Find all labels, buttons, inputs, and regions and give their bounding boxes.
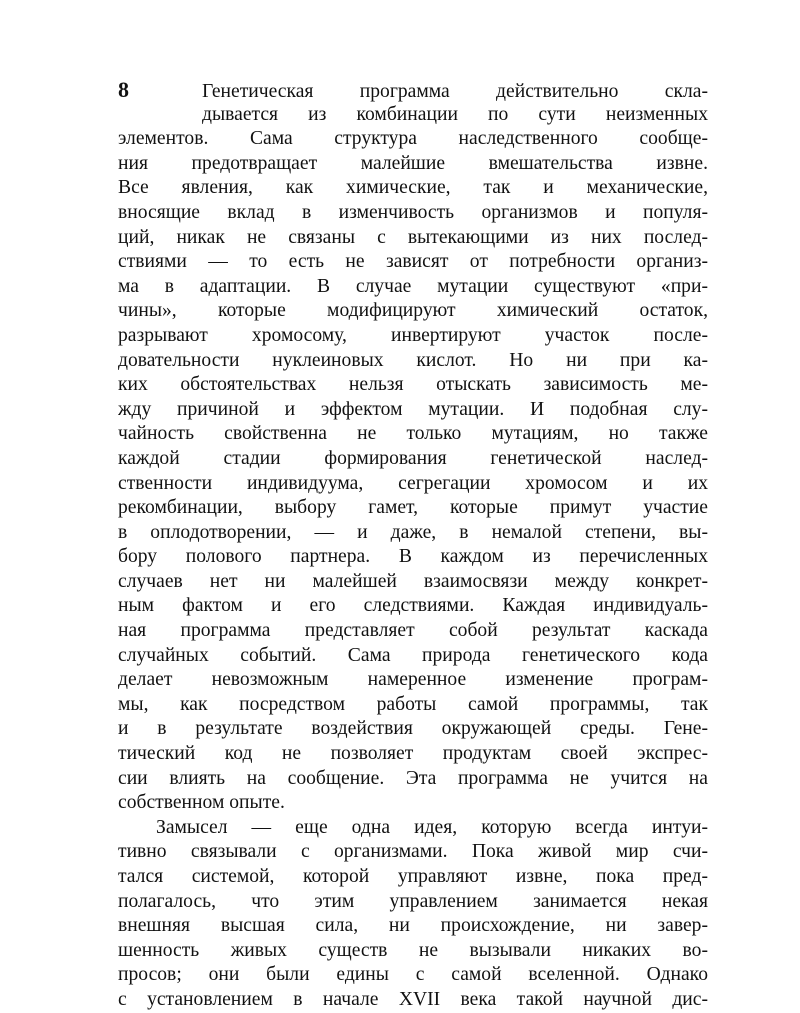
text-line: тический код не позволяет продуктам своей экспрес- [118, 743, 708, 765]
text-line: разрывают хромосому, инвертируют участок после- [118, 324, 708, 346]
text-line: Генетическая программа действительно скла- [202, 81, 708, 102]
text-line: бору полового партнера. В каждом из перечисленных [118, 546, 708, 568]
text-line: ния предотвращает малейшие вмешательства извне. [118, 152, 708, 174]
text-line: Все явления, как химические, так и механические, [118, 177, 708, 199]
text-line: дывается из комбинации по сути неизменных [202, 103, 708, 125]
text-line: случайных событий. Сама природа генетического кода [118, 644, 708, 666]
text-line: ций, никак не связаны с вытекающими из них послед- [118, 226, 708, 248]
text-line: ма в адаптации. В случае мутации существуют «при- [118, 275, 708, 297]
text-line: ная программа представляет собой результат каскада [118, 620, 708, 642]
text-line: чины», которые модифицируют химический остаток, [118, 300, 708, 322]
text-line: тался системой, которой управляют извне, пока пред- [118, 866, 708, 887]
text-line: и в результате воздействия окружающей среды. Гене- [118, 718, 708, 740]
text-line: ствиями — то есть не зависят от потребности организ- [118, 251, 708, 273]
page-number: 8 [118, 77, 129, 102]
text-line: полагалось, что этим управлением занимается некая [118, 890, 708, 912]
text-line: просов; они были едины с самой вселенной. Однако [118, 964, 708, 986]
text-line: довательности нуклеиновых кислот. Но ни при ка- [118, 349, 708, 371]
text-line: вносящие вклад в изменчивость организмов и популя- [118, 201, 708, 223]
text-line: ным фактом и его следствиями. Каждая индивидуаль- [118, 595, 708, 617]
text-line: тивно связывали с организмами. Пока живой мир счи- [118, 841, 708, 863]
text-line: сии влиять на сообщение. Эта программа не учится на [118, 767, 708, 789]
text-line: собственном опыте. [118, 792, 285, 814]
text-line: ких обстоятельствах нельзя отыскать зависимость ме- [118, 374, 708, 396]
first-row [118, 78, 708, 103]
text-line: мы, как посредством работы самой программы, так [118, 693, 708, 715]
text-line: шенность живых существ не вызывали никаких во- [118, 939, 708, 961]
text-line: каждой стадии формирования генетической наслед- [118, 447, 708, 469]
text-line: ственности индивидуума, сегрегации хромосом и их [118, 472, 708, 494]
text-line: Замысел — еще одна идея, которую всегда интуи- [156, 816, 708, 838]
text-line: в оплодотворении, — и даже, в немалой степени, вы- [118, 521, 708, 543]
text-line: делает невозможным намеренное изменение програм- [118, 669, 708, 691]
text-line: жду причиной и эффектом мутации. И подобная слу- [118, 398, 708, 420]
text-line: с установлением в начале XVII века такой научной дис- [118, 988, 708, 1010]
text-line: чайность свойственна не только мутациям, но также [118, 423, 708, 445]
text-line: случаев нет ни малейшей взаимосвязи между конкрет- [118, 570, 708, 592]
book-page [118, 78, 708, 1013]
text-line: элементов. Сама структура наследственного сообще- [118, 128, 708, 150]
text-line: рекомбинации, выбору гамет, которые примут участие [118, 497, 708, 519]
text-line: внешняя высшая сила, ни происхождение, ни завер- [118, 915, 708, 937]
